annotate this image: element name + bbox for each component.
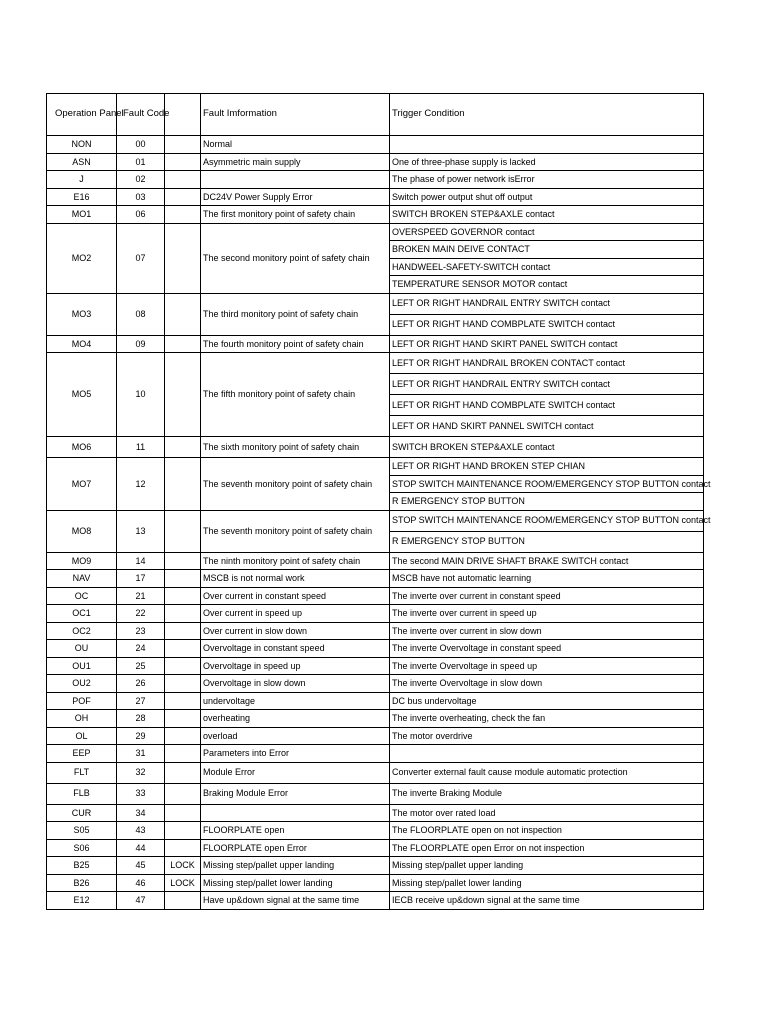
table-row xyxy=(47,762,704,783)
lock-cell xyxy=(165,892,201,910)
lock-cell xyxy=(165,570,201,588)
trigger-condition-cell: LEFT OR RIGHT HAND COMBPLATE SWITCH contact xyxy=(390,395,704,416)
lock-cell xyxy=(165,587,201,605)
operation-panel-cell: OC xyxy=(47,587,117,605)
table-row xyxy=(47,692,704,710)
fault-code-cell: 31 xyxy=(117,745,165,763)
table-row xyxy=(47,745,704,763)
fault-information-cell: MSCB is not normal work xyxy=(201,570,390,588)
table-row xyxy=(47,727,704,745)
operation-panel-cell: E12 xyxy=(47,892,117,910)
trigger-condition-cell: BROKEN MAIN DEIVE CONTACT xyxy=(390,241,704,259)
lock-cell xyxy=(165,293,201,335)
table-row xyxy=(47,622,704,640)
fault-information-cell: Overvoltage in constant speed xyxy=(201,640,390,658)
fault-code-cell: 12 xyxy=(117,458,165,511)
fault-information-cell: Over current in slow down xyxy=(201,622,390,640)
operation-panel-cell: FLT xyxy=(47,762,117,783)
fault-information-cell: FLOORPLATE open Error xyxy=(201,839,390,857)
operation-panel-cell: MO5 xyxy=(47,353,117,437)
trigger-condition-cell: LEFT OR RIGHT HANDRAIL ENTRY SWITCH contact xyxy=(390,374,704,395)
trigger-condition-cell: LEFT OR HAND SKIRT PANNEL SWITCH contact xyxy=(390,416,704,437)
lock-cell xyxy=(165,223,201,293)
fault-code-cell: 00 xyxy=(117,136,165,154)
operation-panel-cell: MO9 xyxy=(47,552,117,570)
operation-panel-cell: S06 xyxy=(47,839,117,857)
table-row xyxy=(47,188,704,206)
trigger-condition-cell: SWITCH BROKEN STEP&AXLE contact xyxy=(390,206,704,224)
fault-code-cell: 27 xyxy=(117,692,165,710)
lock-cell xyxy=(165,353,201,437)
trigger-condition-cell: STOP SWITCH MAINTENANCE ROOM/EMERGENCY STOP BUTTON contact xyxy=(390,475,704,493)
operation-panel-cell: B25 xyxy=(47,857,117,875)
fault-code-cell: 22 xyxy=(117,605,165,623)
fault-information-cell: The fourth monitory point of safety chain xyxy=(201,335,390,353)
fault-information-cell: overload xyxy=(201,727,390,745)
lock-cell xyxy=(165,783,201,804)
lock-cell xyxy=(165,605,201,623)
trigger-condition-cell: The inverte over current in constant speed xyxy=(390,587,704,605)
lock-cell xyxy=(165,171,201,189)
fault-information-cell: The ninth monitory point of safety chain xyxy=(201,552,390,570)
trigger-condition-cell: The inverte over current in speed up xyxy=(390,605,704,623)
operation-panel-cell: ASN xyxy=(47,153,117,171)
operation-panel-cell: MO7 xyxy=(47,458,117,511)
lock-cell xyxy=(165,657,201,675)
table-row xyxy=(47,605,704,623)
trigger-condition-cell: The inverte Braking Module xyxy=(390,783,704,804)
fault-information-cell: Normal xyxy=(201,136,390,154)
trigger-condition-cell: The FLOORPLATE open on not inspection xyxy=(390,822,704,840)
table-row xyxy=(47,353,704,374)
trigger-condition-cell: The inverte Overvoltage in constant speed xyxy=(390,640,704,658)
table-row xyxy=(47,892,704,910)
table-row xyxy=(47,657,704,675)
fault-information-cell: Over current in speed up xyxy=(201,605,390,623)
fault-code-cell: 13 xyxy=(117,510,165,552)
operation-panel-cell: S05 xyxy=(47,822,117,840)
table-row xyxy=(47,458,704,476)
fault-code-cell: 26 xyxy=(117,675,165,693)
operation-panel-cell: CUR xyxy=(47,804,117,822)
fault-information-cell: The seventh monitory point of safety chain xyxy=(201,458,390,511)
lock-cell xyxy=(165,822,201,840)
fault-code-cell: 01 xyxy=(117,153,165,171)
fault-information-cell: DC24V Power Supply Error xyxy=(201,188,390,206)
operation-panel-cell: MO1 xyxy=(47,206,117,224)
trigger-condition-cell: IECB receive up&down signal at the same time xyxy=(390,892,704,910)
trigger-condition-cell: STOP SWITCH MAINTENANCE ROOM/EMERGENCY STOP BUTTON contact xyxy=(390,510,704,531)
operation-panel-cell: EEP xyxy=(47,745,117,763)
trigger-condition-cell xyxy=(390,745,704,763)
trigger-condition-cell: The inverte over current in slow down xyxy=(390,622,704,640)
operation-panel-cell: OC2 xyxy=(47,622,117,640)
lock-cell xyxy=(165,153,201,171)
header-trigger-condition: Trigger Condition xyxy=(390,94,704,136)
operation-panel-cell: OH xyxy=(47,710,117,728)
trigger-condition-cell: Missing step/pallet upper landing xyxy=(390,857,704,875)
operation-panel-cell: NON xyxy=(47,136,117,154)
operation-panel-cell: MO2 xyxy=(47,223,117,293)
fault-code-cell: 44 xyxy=(117,839,165,857)
fault-information-cell: Over current in constant speed xyxy=(201,587,390,605)
fault-information-cell: Missing step/pallet lower landing xyxy=(201,874,390,892)
header-fault-code: Fault Code xyxy=(117,94,165,136)
header-lock xyxy=(165,94,201,136)
fault-code-cell: 21 xyxy=(117,587,165,605)
fault-information-cell: Overvoltage in slow down xyxy=(201,675,390,693)
lock-cell xyxy=(165,727,201,745)
table-row xyxy=(47,857,704,875)
lock-cell: LOCK xyxy=(165,874,201,892)
lock-cell: LOCK xyxy=(165,857,201,875)
trigger-condition-cell: Missing step/pallet lower landing xyxy=(390,874,704,892)
fault-code-cell: 28 xyxy=(117,710,165,728)
table-row xyxy=(47,171,704,189)
fault-code-cell: 33 xyxy=(117,783,165,804)
fault-code-cell: 29 xyxy=(117,727,165,745)
fault-information-cell xyxy=(201,171,390,189)
fault-code-table xyxy=(46,93,711,910)
operation-panel-cell: FLB xyxy=(47,783,117,804)
lock-cell xyxy=(165,552,201,570)
trigger-condition-cell: HANDWEEL-SAFETY-SWITCH contact xyxy=(390,258,704,276)
operation-panel-cell: OL xyxy=(47,727,117,745)
fault-information-cell: The third monitory point of safety chain xyxy=(201,293,390,335)
lock-cell xyxy=(165,675,201,693)
trigger-condition-cell: The inverte Overvoltage in speed up xyxy=(390,657,704,675)
trigger-condition-cell: The motor over rated load xyxy=(390,804,704,822)
fault-information-cell: The seventh monitory point of safety chain xyxy=(201,510,390,552)
table-row xyxy=(47,839,704,857)
table-row xyxy=(47,153,704,171)
lock-cell xyxy=(165,692,201,710)
lock-cell xyxy=(165,762,201,783)
lock-cell xyxy=(165,745,201,763)
fault-information-cell: Braking Module Error xyxy=(201,783,390,804)
trigger-condition-cell: LEFT OR RIGHT HANDRAIL ENTRY SWITCH contact xyxy=(390,293,704,314)
operation-panel-cell: MO8 xyxy=(47,510,117,552)
lock-cell xyxy=(165,510,201,552)
table-row xyxy=(47,510,704,531)
operation-panel-cell: OC1 xyxy=(47,605,117,623)
fault-code-cell: 23 xyxy=(117,622,165,640)
fault-information-cell: overheating xyxy=(201,710,390,728)
table-row xyxy=(47,587,704,605)
lock-cell xyxy=(165,136,201,154)
trigger-condition-cell: Switch power output shut off output xyxy=(390,188,704,206)
lock-cell xyxy=(165,188,201,206)
table-row xyxy=(47,223,704,241)
fault-code-cell: 08 xyxy=(117,293,165,335)
table-row xyxy=(47,783,704,804)
fault-information-cell: Asymmetric main supply xyxy=(201,153,390,171)
table-row xyxy=(47,335,704,353)
trigger-condition-cell: R EMERGENCY STOP BUTTON xyxy=(390,493,704,511)
fault-code-cell: 34 xyxy=(117,804,165,822)
fault-code-cell: 06 xyxy=(117,206,165,224)
fault-code-cell: 47 xyxy=(117,892,165,910)
fault-code-cell: 45 xyxy=(117,857,165,875)
operation-panel-cell: B26 xyxy=(47,874,117,892)
operation-panel-cell: OU xyxy=(47,640,117,658)
fault-code-cell: 02 xyxy=(117,171,165,189)
trigger-condition-cell: The phase of power network isError xyxy=(390,171,704,189)
operation-panel-cell: NAV xyxy=(47,570,117,588)
table-row xyxy=(47,675,704,693)
trigger-condition-cell: The inverte Overvoltage in slow down xyxy=(390,675,704,693)
trigger-condition-cell: Converter external fault cause module automatic protection xyxy=(390,762,704,783)
fault-code-cell: 03 xyxy=(117,188,165,206)
fault-code-cell: 14 xyxy=(117,552,165,570)
trigger-condition-cell: MSCB have not automatic learning xyxy=(390,570,704,588)
operation-panel-cell: MO4 xyxy=(47,335,117,353)
fault-code-cell: 32 xyxy=(117,762,165,783)
operation-panel-cell: E16 xyxy=(47,188,117,206)
trigger-condition-cell: The second MAIN DRIVE SHAFT BRAKE SWITCH contact xyxy=(390,552,704,570)
trigger-condition-cell: LEFT OR RIGHT HAND BROKEN STEP CHIAN xyxy=(390,458,704,476)
lock-cell xyxy=(165,640,201,658)
trigger-condition-cell xyxy=(390,136,704,154)
lock-cell xyxy=(165,804,201,822)
fault-information-cell: FLOORPLATE open xyxy=(201,822,390,840)
operation-panel-cell: OU1 xyxy=(47,657,117,675)
fault-code-cell: 07 xyxy=(117,223,165,293)
trigger-condition-cell: LEFT OR RIGHT HAND COMBPLATE SWITCH contact xyxy=(390,314,704,335)
operation-panel-cell: MO3 xyxy=(47,293,117,335)
trigger-condition-cell: The motor overdrive xyxy=(390,727,704,745)
lock-cell xyxy=(165,622,201,640)
table-row xyxy=(47,874,704,892)
table-row xyxy=(47,552,704,570)
fault-information-cell: Module Error xyxy=(201,762,390,783)
table-row xyxy=(47,710,704,728)
fault-information-cell: Have up&down signal at the same time xyxy=(201,892,390,910)
fault-code-cell: 43 xyxy=(117,822,165,840)
fault-information-cell xyxy=(201,804,390,822)
trigger-condition-cell: LEFT OR RIGHT HAND SKIRT PANEL SWITCH contact xyxy=(390,335,704,353)
table-body xyxy=(47,136,711,910)
fault-information-cell: The first monitory point of safety chain xyxy=(201,206,390,224)
operation-panel-cell: OU2 xyxy=(47,675,117,693)
table-row xyxy=(47,206,704,224)
fault-code-cell: 11 xyxy=(117,437,165,458)
fault-information-cell: The second monitory point of safety chain xyxy=(201,223,390,293)
table-row xyxy=(47,570,704,588)
fault-information-cell: Overvoltage in speed up xyxy=(201,657,390,675)
operation-panel-cell: MO6 xyxy=(47,437,117,458)
header-operation-panel: Operation Panel xyxy=(47,94,117,136)
table-row xyxy=(47,136,704,154)
table-row xyxy=(47,437,704,458)
fault-code-cell: 10 xyxy=(117,353,165,437)
trigger-condition-cell: TEMPERATURE SENSOR MOTOR contact xyxy=(390,276,704,294)
header-fault-information: Fault Imformation xyxy=(201,94,390,136)
table-row xyxy=(47,293,704,314)
trigger-condition-cell: The inverte overheating, check the fan xyxy=(390,710,704,728)
trigger-condition-cell: OVERSPEED GOVERNOR contact xyxy=(390,223,704,241)
table-row xyxy=(47,640,704,658)
fault-information-cell: The fifth monitory point of safety chain xyxy=(201,353,390,437)
fault-code-cell: 25 xyxy=(117,657,165,675)
fault-information-cell: Missing step/pallet upper landing xyxy=(201,857,390,875)
lock-cell xyxy=(165,458,201,511)
trigger-condition-cell: One of three-phase supply is lacked xyxy=(390,153,704,171)
lock-cell xyxy=(165,710,201,728)
fault-information-cell: Parameters into Error xyxy=(201,745,390,763)
table-row xyxy=(47,822,704,840)
operation-panel-cell: POF xyxy=(47,692,117,710)
table-row xyxy=(47,804,704,822)
fault-information-cell: undervoltage xyxy=(201,692,390,710)
table-header-row xyxy=(47,94,704,136)
fault-code-cell: 09 xyxy=(117,335,165,353)
fault-code-cell: 46 xyxy=(117,874,165,892)
trigger-condition-cell: The FLOORPLATE open Error on not inspection xyxy=(390,839,704,857)
operation-panel-cell: J xyxy=(47,171,117,189)
trigger-condition-cell: LEFT OR RIGHT HANDRAIL BROKEN CONTACT contact xyxy=(390,353,704,374)
lock-cell xyxy=(165,335,201,353)
fault-information-cell: The sixth monitory point of safety chain xyxy=(201,437,390,458)
fault-code-cell: 24 xyxy=(117,640,165,658)
trigger-condition-cell: SWITCH BROKEN STEP&AXLE contact xyxy=(390,437,704,458)
lock-cell xyxy=(165,437,201,458)
lock-cell xyxy=(165,839,201,857)
lock-cell xyxy=(165,206,201,224)
trigger-condition-cell: DC bus undervoltage xyxy=(390,692,704,710)
fault-code-cell: 17 xyxy=(117,570,165,588)
trigger-condition-cell: R EMERGENCY STOP BUTTON xyxy=(390,531,704,552)
